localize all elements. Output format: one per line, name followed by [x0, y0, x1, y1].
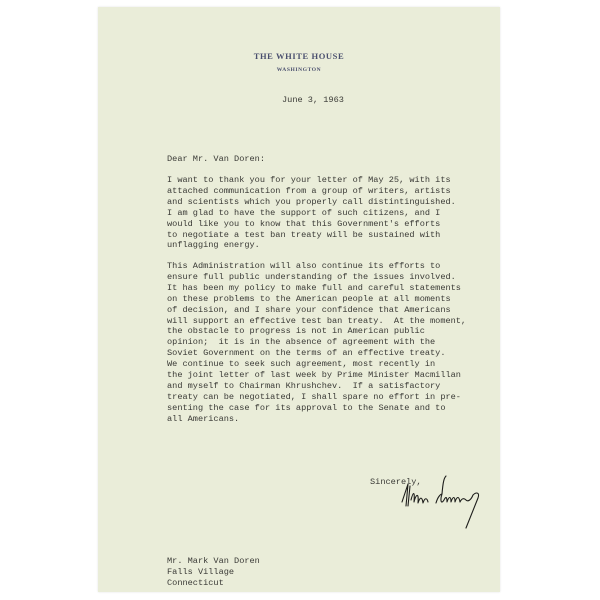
body-line: unflagging energy. [167, 240, 260, 251]
body-line: the obstacle to progress is not in American public [167, 326, 425, 337]
body-line: I want to thank you for your letter of May 25, with its [167, 175, 451, 185]
body-line: Soviet Government on the terms of an effective treaty. [167, 348, 446, 359]
body-line: This Administration will also continue its efforts to [167, 261, 441, 271]
body-line: We continue to seek such agreement, most recently in [167, 359, 436, 370]
recipient-state: Connecticut [167, 577, 224, 588]
body-line: and scientists which you properly call distintinguished. [167, 196, 456, 207]
body-line: the joint letter of last week by Prime Minister Macmillan [167, 370, 461, 381]
body-line: all Americans. [167, 413, 240, 424]
body-line: to negotiate a test ban treaty will be sustained with [167, 229, 441, 240]
signature-icon [394, 472, 504, 532]
body-paragraph-2 [167, 261, 466, 425]
body-line: opinion; it is in the absence of agreement with the [167, 337, 436, 348]
body-line: and myself to Chairman Khrushchev. If a satisfactory [167, 380, 441, 391]
body-line: treaty can be negotiated, I shall spare no effort in pre- [167, 391, 461, 402]
body-line: would like you to know that this Government's efforts [167, 218, 441, 229]
letter-page [98, 7, 500, 592]
salutation: Dear Mr. Van Doren: [167, 154, 265, 164]
letterhead-title: THE WHITE HOUSE [253, 51, 345, 61]
recipient-town: Falls Village [167, 566, 235, 577]
letter-date: June 3, 1963 [282, 95, 344, 105]
body-line: will support an effective test ban treaty. At the moment, [167, 315, 467, 326]
recipient-address [167, 556, 260, 589]
letterhead-subtitle: WASHINGTON [276, 67, 322, 73]
closing: Sincerely, [370, 477, 422, 487]
body-line: I am glad to have the support of such citizens, and I [167, 207, 441, 218]
body-paragraph-1 [167, 175, 456, 251]
body-line: ensure full public understanding of the issues involved. [167, 271, 456, 282]
body-line: of decision, and I share your confidence that Americans [167, 304, 451, 315]
body-line: It has been my policy to make full and careful statements [167, 282, 461, 293]
body-line: attached communication from a group of writers, artists [167, 185, 451, 196]
body-line: on these problems to the American people at all moments [167, 293, 451, 304]
recipient-name: Mr. Mark Van Doren [167, 556, 260, 566]
body-line: senting the case for its approval to the Senate and to [167, 402, 446, 413]
